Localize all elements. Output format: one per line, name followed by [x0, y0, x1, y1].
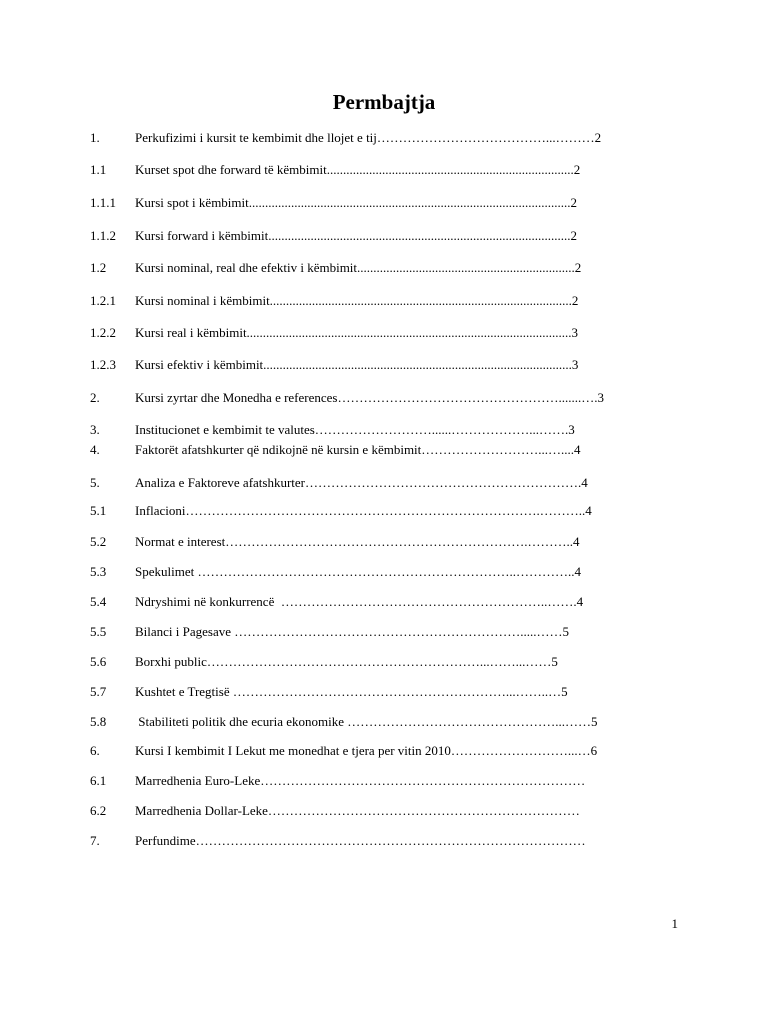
toc-entry-number: 5.6 — [90, 654, 107, 669]
toc-entry — [90, 356, 690, 374]
toc-entry-text: Kursi nominal i këmbimit.............................................................................................2 — [135, 293, 579, 308]
toc-entry-text: Spekulimet ………………………………………………………………..…………..4 — [135, 564, 581, 579]
toc-entry-text: Kursi efektiv i këmbimit...............................................................................................3 — [135, 357, 579, 372]
toc-entry — [90, 324, 690, 342]
toc-entry-text: Institucionet e kembimit te valutes………………………......………………...…….3 — [135, 422, 575, 437]
toc-entry-number: 1.2.3 — [90, 357, 116, 372]
toc-entry-number: 7. — [90, 833, 100, 848]
toc-entry-text: Stabiliteti politik dhe ecuria ekonomike …………………………………………...……5 — [135, 714, 598, 729]
toc-entry — [90, 713, 690, 731]
toc-entry-number: 4. — [90, 442, 100, 457]
toc-entry-number: 1.2 — [90, 260, 107, 275]
toc-entry — [90, 683, 690, 701]
toc-entry — [90, 129, 690, 147]
toc-entry-number: 6. — [90, 743, 100, 758]
toc-entry-text: Kursi zyrtar dhe Monedha e references…………………………………………….......….3 — [135, 390, 604, 405]
toc-title: Permbajtja — [332, 90, 436, 114]
toc-entry-text: Faktorët afatshkurter që ndikojnë në kursin e këmbimit………………………...…....4 — [135, 442, 581, 457]
toc-entry-text: Perkufizimi i kursit te kembimit dhe llojet e tij…………………………………...………2 — [135, 130, 602, 145]
toc-entry-text: Kursi spot i këmbimit...................................................................................................2 — [135, 195, 577, 210]
toc-entry — [90, 474, 690, 492]
toc-entry-text: Marredhenia Dollar-Leke……………………………………………………………… — [135, 803, 580, 818]
toc-entry-text: Kushtet e Tregtisë ………………………………………………………...……..…5 — [135, 684, 568, 699]
toc-entry — [90, 227, 690, 245]
toc-entry-text: Analiza e Faktoreve afatshkurter……………………………………………………….4 — [135, 475, 588, 490]
toc-entry — [90, 772, 690, 790]
toc-entry-text: Kursi I kembimit I Lekut me monedhat e tjera per vitin 2010………………………...…6 — [135, 743, 598, 758]
toc-entry — [90, 194, 690, 212]
toc-entry-number: 6.2 — [90, 803, 107, 818]
toc-entry — [90, 623, 690, 641]
toc-entry-text: Inflacioni……………………………………………………………………….………..4 — [135, 503, 592, 518]
toc-entry — [90, 389, 690, 407]
toc-entry-number: 5.7 — [90, 684, 107, 699]
toc-entry-number: 5.8 — [90, 714, 107, 729]
toc-entry-text: Kursi nominal, real dhe efektiv i këmbimit...................................................................2 — [135, 260, 582, 275]
toc-entry — [90, 593, 690, 611]
toc-entry-number: 1. — [90, 130, 100, 145]
toc-entry-number: 1.2.2 — [90, 325, 116, 340]
toc-entry-text: Ndryshimi në konkurrencë ……………………………………………………..…….4 — [135, 594, 584, 609]
toc-entry-text: Kursi forward i këmbimit.............................................................................................2 — [135, 228, 577, 243]
toc-entry-number: 5. — [90, 475, 100, 490]
toc-entry — [90, 441, 690, 459]
toc-entry — [90, 259, 690, 277]
toc-entry-number: 5.3 — [90, 564, 107, 579]
toc-entry-text: Normat e interest…………………………………………………………….………..4 — [135, 534, 580, 549]
toc-entry-number: 2. — [90, 390, 100, 405]
toc-entry-text: Kurset spot dhe forward të këmbimit............................................................................2 — [135, 162, 581, 177]
toc-entry-number: 5.1 — [90, 503, 107, 518]
toc-entry — [90, 802, 690, 820]
toc-entry-number: 5.2 — [90, 534, 107, 549]
toc-entry — [90, 832, 690, 850]
toc-entry — [90, 292, 690, 310]
toc-entry-number: 1.1.1 — [90, 195, 116, 210]
toc-entry-number: 5.4 — [90, 594, 107, 609]
toc-entry-text: Perfundime……………………………………………………………………………… — [135, 833, 586, 848]
toc-entry — [90, 502, 690, 520]
toc-entry — [90, 742, 690, 760]
page-number: 1 — [671, 916, 678, 931]
toc-entry — [90, 653, 690, 671]
toc-entry — [90, 161, 690, 179]
toc-entry-number: 1.1 — [90, 162, 107, 177]
toc-entry-number: 5.5 — [90, 624, 107, 639]
toc-entry-text: Bilanci i Pagesave ………………………………………………………….....……5 — [135, 624, 570, 639]
toc-entry — [90, 421, 690, 439]
toc-entry — [90, 533, 690, 551]
toc-entry-number: 1.2.1 — [90, 293, 116, 308]
toc-entry-text: Borxhi public………………………………………………………...……...……5 — [135, 654, 558, 669]
toc-entry-number: 1.1.2 — [90, 228, 116, 243]
toc-entry — [90, 563, 690, 581]
toc-entry-text: Marredhenia Euro-Leke………………………………………………………………… — [135, 773, 586, 788]
toc-entry-text: Kursi real i këmbimit....................................................................................................3 — [135, 325, 579, 340]
toc-entry-number: 6.1 — [90, 773, 107, 788]
toc-entry-number: 3. — [90, 422, 100, 437]
